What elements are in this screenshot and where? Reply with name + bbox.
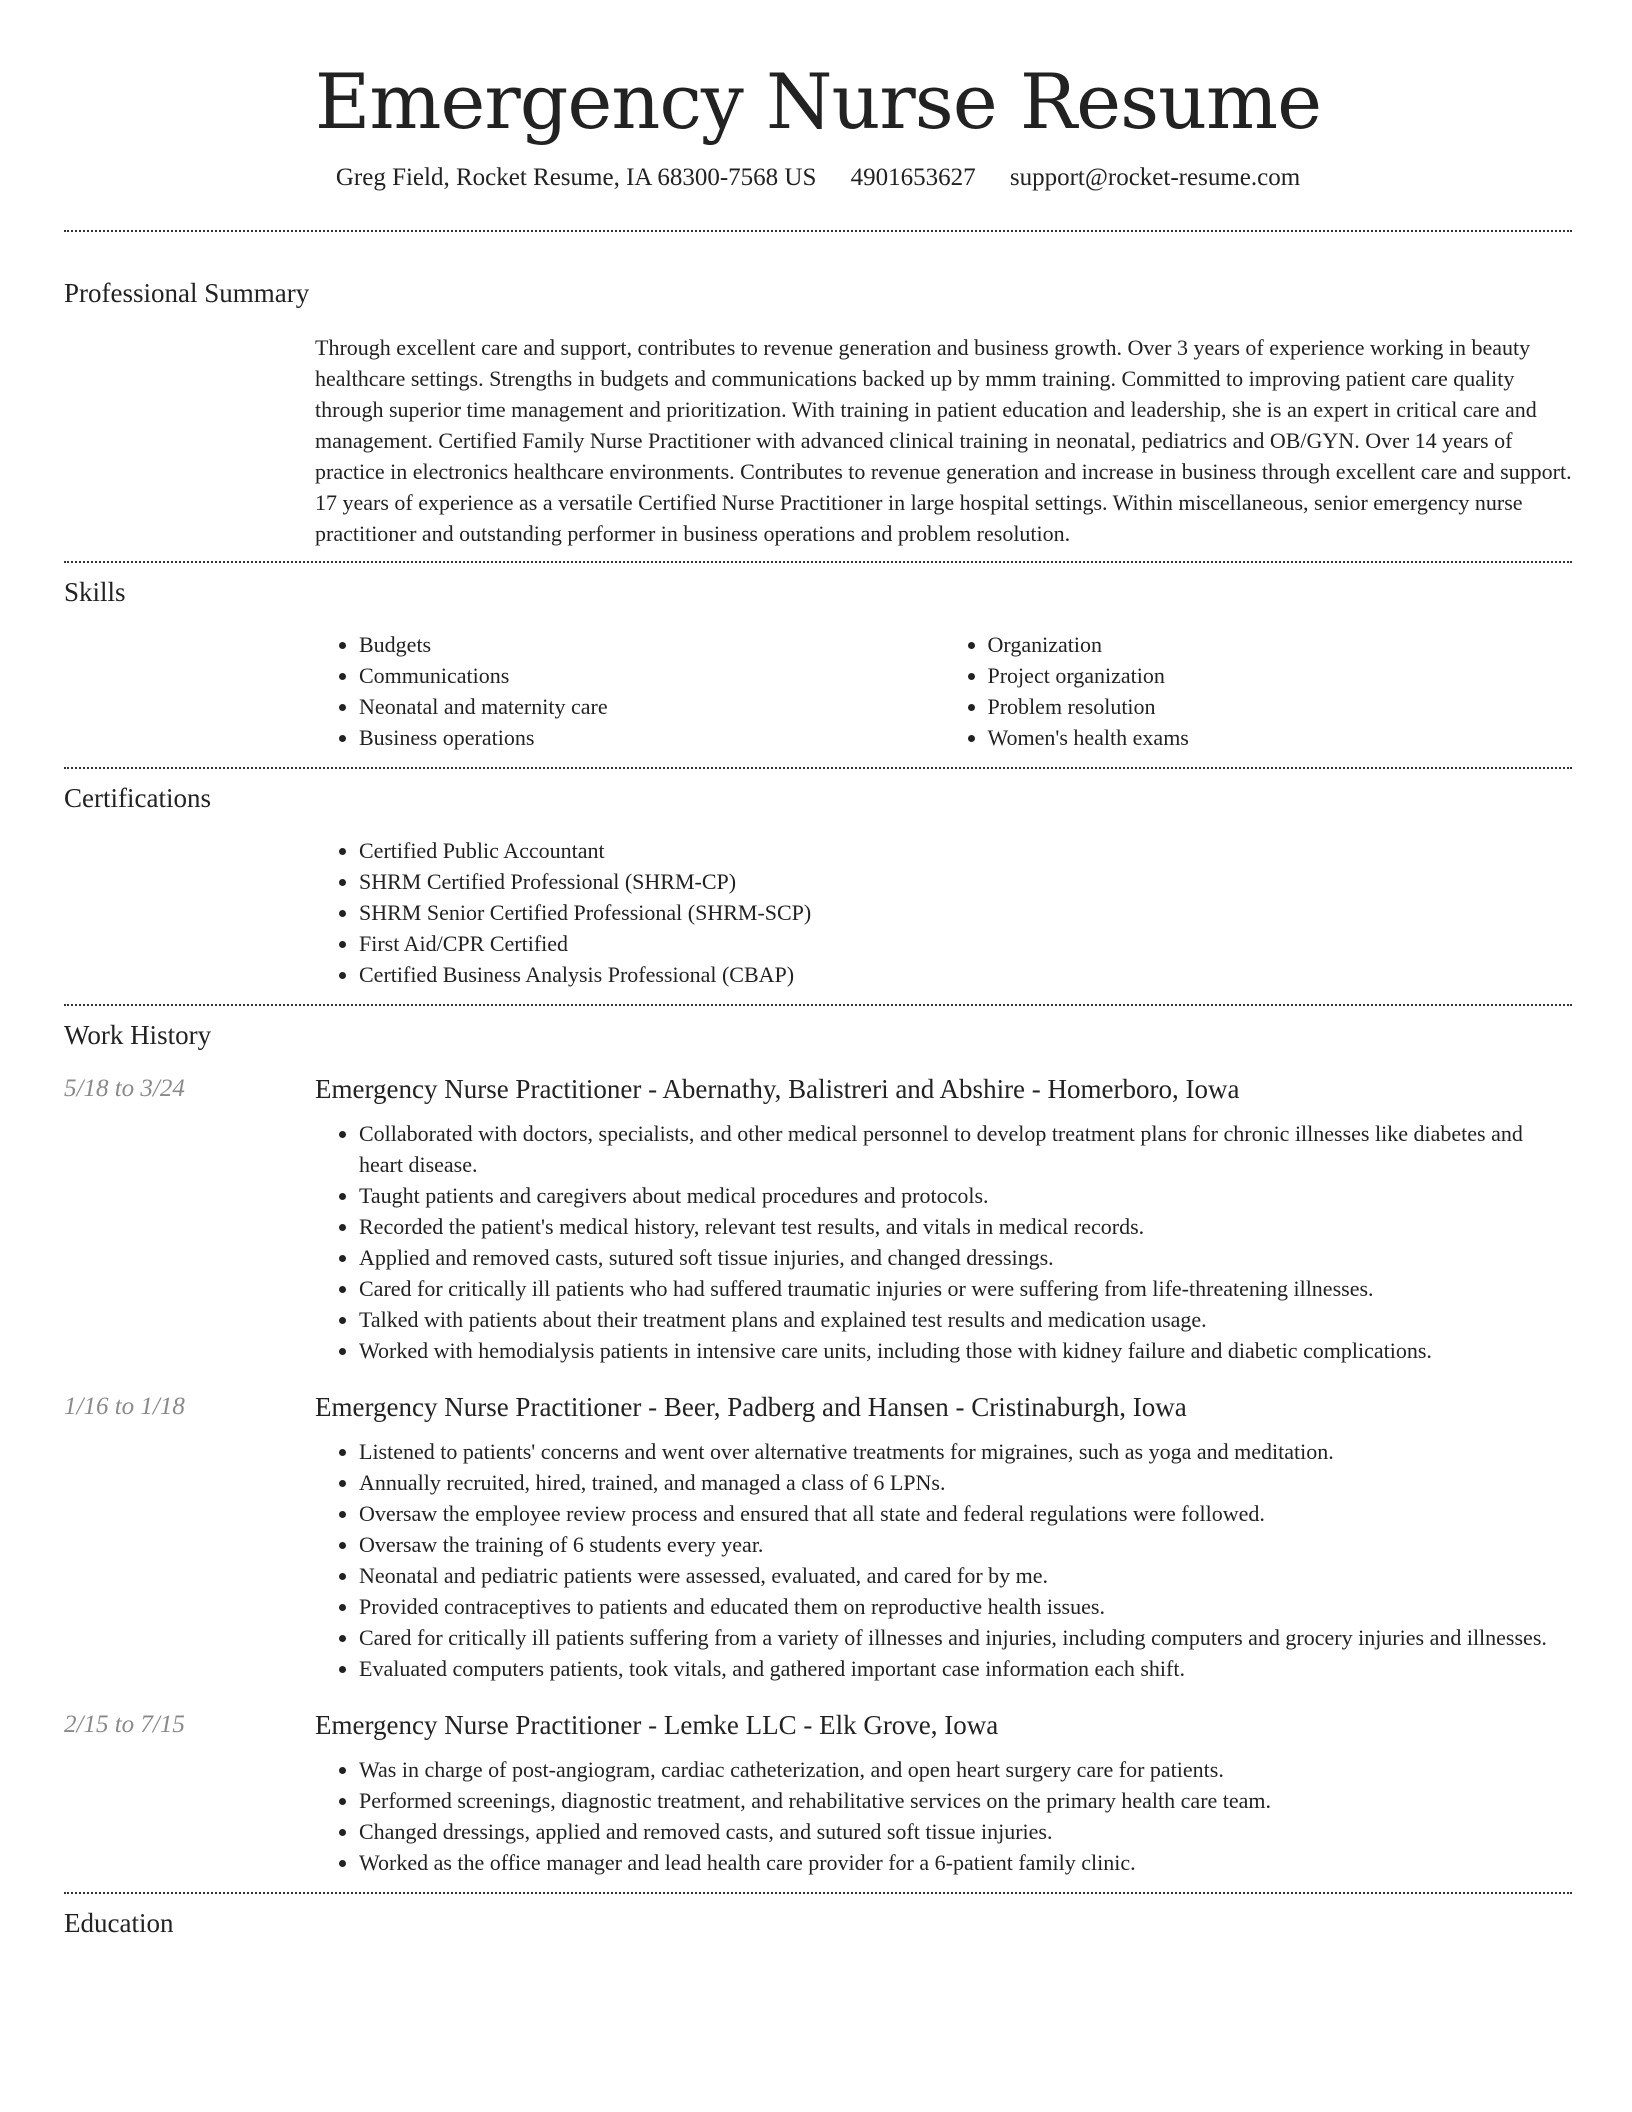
list-item: • SHRM Certified Professional (SHRM-CP) <box>359 866 1572 897</box>
certifications-heading: Certifications <box>64 783 211 813</box>
contact-phone: 4901653627 <box>850 164 976 191</box>
resume-page <box>64 0 1572 1940</box>
job-entry <box>64 1708 1572 1878</box>
job-title: Emergency Nurse Practitioner - Lemke LLC - Elk Grove, Iowa <box>315 1710 999 1740</box>
job-entry <box>64 1072 1572 1366</box>
skills-section <box>64 575 1572 753</box>
list-item: • Listened to patients' concerns and went over alternative treatments for migraines, such as yoga and meditation. <box>359 1436 1572 1467</box>
list-item: • Applied and removed casts, sutured soft tissue injuries, and changed dressings. <box>359 1242 1572 1273</box>
job-duties <box>315 1754 1572 1878</box>
list-item: • First Aid/CPR Certified <box>359 928 1572 959</box>
contact-address: Greg Field, Rocket Resume, IA 68300-7568 US <box>335 164 817 191</box>
list-item: • Cared for critically ill patients who had suffered traumatic injuries or were suffering from life-threatening illnesses. <box>359 1273 1572 1304</box>
education-section <box>64 1906 1572 1940</box>
list-item: • Worked with hemodialysis patients in intensive care units, including those with kidney failure and diabetic complications. <box>359 1335 1572 1366</box>
section-divider <box>64 230 1572 232</box>
list-item: • Was in charge of post-angiogram, cardiac catheterization, and open heart surgery care for patients. <box>359 1754 1572 1785</box>
skills-heading: Skills <box>64 577 126 607</box>
list-item: • Organization <box>988 629 1573 660</box>
list-item: • Neonatal and pediatric patients were assessed, evaluated, and cared for by me. <box>359 1560 1572 1591</box>
job-dates: 1/16 to 1/18 <box>64 1393 185 1420</box>
job-duties <box>315 1118 1572 1366</box>
section-divider <box>64 767 1572 769</box>
skills-list-left <box>315 629 944 753</box>
list-item: • Collaborated with doctors, specialists, and other medical personnel to develop treatment plans for chronic illnesses like diabetes and heart disease. <box>359 1118 1572 1180</box>
section-divider <box>64 1892 1572 1894</box>
list-item: • Neonatal and maternity care <box>359 691 944 722</box>
summary-text: Through excellent care and support, contributes to revenue generation and business growth. Over 3 years of experience working in beauty healthcare settings. Strengths in budgets and communications backed up by mmm training. Committed to improving patient care quality through superior time management and prioritization. With training in patient education and leadership, she is an expert in critical care and management. Certified Family Nurse Practitioner with advanced clinical training in neonatal, pediatrics and OB/GYN. Over 14 years of practice in electronics healthcare environments. Contributes to revenue generation and increase in business through excellent care and support. 17 years of experience as a versatile Certified Nurse Practitioner in large hospital settings. Within miscellaneous, senior emergency nurse practitioner and outstanding performer in business operations and problem resolution. <box>315 335 1572 546</box>
list-item: • Talked with patients about their treatment plans and explained test results and medication usage. <box>359 1304 1572 1335</box>
list-item: • Performed screenings, diagnostic treatment, and rehabilitative services on the primary health care team. <box>359 1785 1572 1816</box>
list-item: • Communications <box>359 660 944 691</box>
list-item: • Annually recruited, hired, trained, and managed a class of 6 LPNs. <box>359 1467 1572 1498</box>
job-title: Emergency Nurse Practitioner - Beer, Padberg and Hansen - Cristinaburgh, Iowa <box>315 1392 1187 1422</box>
list-item: • Project organization <box>988 660 1573 691</box>
certifications-section <box>64 781 1572 990</box>
list-item: • Women's health exams <box>988 722 1573 753</box>
summary-section <box>64 276 1572 549</box>
list-item: • Problem resolution <box>988 691 1573 722</box>
job-dates: 5/18 to 3/24 <box>64 1075 185 1102</box>
education-heading: Education <box>64 1908 174 1938</box>
list-item: • Provided contraceptives to patients and educated them on reproductive health issues. <box>359 1591 1572 1622</box>
list-item: • Oversaw the training of 6 students every year. <box>359 1529 1572 1560</box>
section-divider <box>64 1004 1572 1006</box>
job-entry <box>64 1390 1572 1684</box>
list-item: • Budgets <box>359 629 944 660</box>
resume-title: Emergency Nurse Resume <box>314 57 1322 146</box>
job-title: Emergency Nurse Practitioner - Abernathy, Balistreri and Abshire - Homerboro, Iowa <box>315 1074 1240 1104</box>
job-dates: 2/15 to 7/15 <box>64 1711 185 1738</box>
list-item: • Recorded the patient's medical history, relevant test results, and vitals in medical records. <box>359 1211 1572 1242</box>
list-item: • Certified Public Accountant <box>359 835 1572 866</box>
job-duties <box>315 1436 1572 1684</box>
certifications-list <box>315 835 1572 990</box>
list-item: • Cared for critically ill patients suffering from a variety of illnesses and injuries, including computers and grocery injuries and illnesses. <box>359 1622 1572 1653</box>
list-item: • Business operations <box>359 722 944 753</box>
list-item: • Worked as the office manager and lead health care provider for a 6-patient family clinic. <box>359 1847 1572 1878</box>
work-history-section <box>64 1018 1572 1878</box>
list-item: • Changed dressings, applied and removed casts, and sutured soft tissue injuries. <box>359 1816 1572 1847</box>
contact-email[interactable]: support@rocket-resume.com <box>1009 164 1301 191</box>
list-item: • Taught patients and caregivers about medical procedures and protocols. <box>359 1180 1572 1211</box>
list-item: • SHRM Senior Certified Professional (SHRM-SCP) <box>359 897 1572 928</box>
list-item: • Oversaw the employee review process and ensured that all state and federal regulations were followed. <box>359 1498 1572 1529</box>
section-divider <box>64 561 1572 563</box>
summary-heading: Professional Summary <box>64 278 310 308</box>
list-item: • Evaluated computers patients, took vitals, and gathered important case information each shift. <box>359 1653 1572 1684</box>
work-history-heading: Work History <box>64 1020 212 1050</box>
contact-line <box>64 160 1572 196</box>
skills-list-right <box>944 629 1573 753</box>
list-item: • Certified Business Analysis Professional (CBAP) <box>359 959 1572 990</box>
